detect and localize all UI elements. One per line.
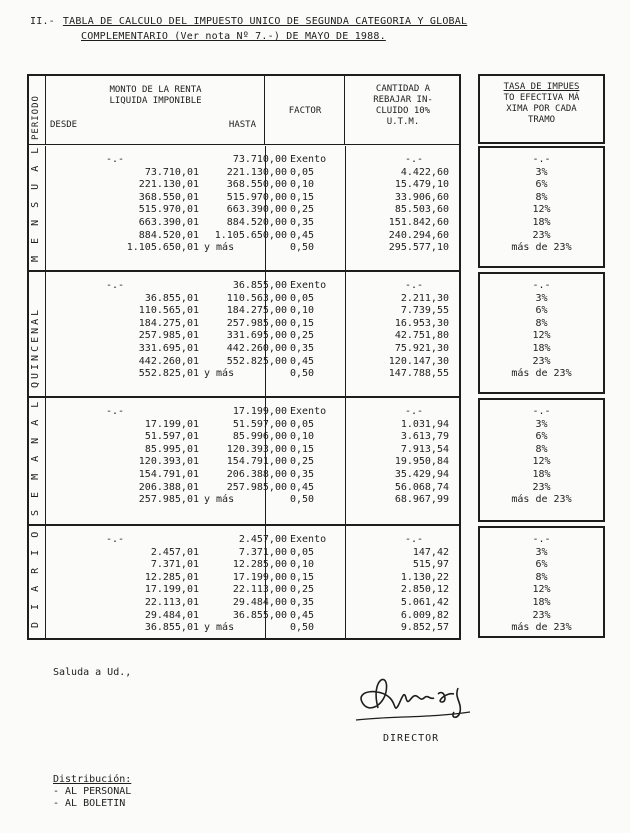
table-row (46, 293, 459, 305)
desde-cell: 51.597,01 (144, 431, 199, 443)
desde-cell: 1.105.650,01 (126, 242, 199, 254)
cantidad-cell: 3.613,79 (400, 431, 449, 443)
header-cantidad-line-4: U.T.M. (386, 117, 420, 127)
rate-cell: 3% (535, 546, 548, 558)
desde-cell: -.- (106, 534, 125, 545)
header-cantidad-line-3: CLUIDO 10% (375, 106, 431, 116)
table-row (46, 469, 459, 481)
hasta-cell: 120.393,00 (226, 443, 287, 455)
hasta-cell: 29.484,00 (232, 597, 287, 608)
hasta-cell: 12.285,00 (232, 559, 287, 571)
hasta-cell: 17.199,00 (232, 571, 287, 583)
desde-cell: 257.985,01 (138, 494, 199, 506)
desde-cell: 36.855,01 (144, 622, 199, 634)
hasta-cell: 257.985,00 (226, 481, 287, 493)
factor-cell: 0,50 (290, 368, 315, 380)
period-section (29, 272, 459, 398)
period-section (29, 398, 459, 526)
hasta-cell: y más (204, 368, 235, 380)
document-title (30, 14, 620, 44)
table-row (46, 179, 459, 191)
factor-cell: 0,25 (290, 584, 315, 596)
factor-cell: 0,15 (290, 191, 315, 203)
factor-cell: 0,15 (290, 443, 315, 455)
desde-cell: 206.388,01 (138, 481, 199, 493)
header-factor (265, 76, 345, 144)
rate-cell: 23% (532, 229, 551, 241)
period-label-cell (29, 146, 46, 272)
cantidad-cell: 1.130,22 (400, 571, 449, 583)
header-tasa-line-2: TO EFECTIVA MÁ (503, 93, 580, 103)
table-row (46, 559, 459, 571)
period-label-cell (29, 398, 46, 526)
desde-cell: -.- (106, 406, 125, 417)
distribution-title: Distribución: (53, 774, 132, 785)
factor-cell: 0,10 (290, 431, 315, 443)
desde-cell: 442.260,01 (138, 355, 199, 367)
desde-cell: 184.275,01 (138, 317, 199, 329)
table-row (46, 356, 459, 368)
cantidad-cell: -.- (404, 280, 423, 291)
hasta-cell: 17.199,00 (232, 406, 287, 417)
period-label-cell (29, 526, 46, 638)
factor-cell: 0,45 (290, 355, 315, 367)
table-row (46, 610, 459, 622)
factor-cell: 0,35 (290, 217, 315, 228)
cantidad-cell: 5.061,42 (400, 597, 449, 608)
header-monto (46, 76, 265, 144)
hasta-cell: 184.275,00 (226, 305, 287, 317)
header-factor-label: FACTOR (288, 106, 322, 116)
header-cantidad-line-2: REBAJAR IN- (373, 95, 433, 105)
rate-cell: más de 23% (511, 242, 572, 254)
cantidad-cell: 15.479,10 (394, 179, 449, 191)
section-number: II.- (30, 16, 55, 27)
desde-cell: 12.285,01 (144, 571, 199, 583)
cantidad-cell: 295.577,10 (388, 242, 449, 254)
cantidad-cell: 35.429,94 (394, 469, 449, 480)
rate-cell: 3% (535, 166, 548, 178)
table-row (46, 368, 459, 380)
desde-cell: 17.199,01 (144, 418, 199, 430)
factor-cell: 0,25 (290, 204, 315, 216)
factor-cell: 0,10 (290, 305, 315, 317)
cantidad-cell: 7.739,55 (400, 305, 449, 317)
hasta-cell: 442.260,00 (226, 343, 287, 354)
rate-cell: 8% (535, 443, 548, 455)
cantidad-cell: 515,97 (412, 559, 449, 571)
cantidad-cell: 7.913,54 (400, 443, 449, 455)
cantidad-cell: 42.751,80 (394, 330, 449, 342)
rate-cell: -.- (532, 280, 551, 291)
desde-cell: 368.550,01 (138, 191, 199, 203)
hasta-cell: y más (204, 242, 235, 254)
rate-cell: -.- (532, 534, 551, 545)
rate-cell: 18% (532, 469, 551, 480)
period-label-cell (29, 272, 46, 398)
factor-cell: 0,05 (290, 546, 315, 558)
desde-cell: 110.565,01 (138, 305, 199, 317)
hasta-cell: 1.105.650,00 (214, 229, 287, 241)
period-section (29, 146, 459, 272)
cantidad-cell: 75.921,30 (394, 343, 449, 354)
distribution-item: - AL BOLETIN (53, 798, 126, 809)
factor-cell: Exento (290, 154, 327, 165)
hasta-cell: 884.520,00 (226, 217, 287, 228)
table-row (46, 584, 459, 596)
rate-cell: 12% (532, 456, 551, 468)
cantidad-cell: 147.788,55 (388, 368, 449, 380)
rate-cell: 12% (532, 204, 551, 216)
table-row (46, 456, 459, 468)
hasta-cell: 206.388,00 (226, 469, 287, 480)
period-label: D I A R I O (30, 528, 41, 628)
cantidad-cell: 6.009,82 (400, 609, 449, 621)
table-row (46, 330, 459, 342)
hasta-cell: 73.710,00 (232, 154, 287, 165)
hasta-cell: 22.113,00 (232, 584, 287, 596)
hasta-cell: 515.970,00 (226, 191, 287, 203)
hasta-cell: 368.550,00 (226, 179, 287, 191)
director-title: DIRECTOR (383, 733, 440, 744)
tax-table (27, 74, 461, 640)
table-row (46, 431, 459, 443)
desde-cell: 22.113,01 (144, 597, 199, 608)
factor-cell: 0,15 (290, 571, 315, 583)
factor-cell: 0,50 (290, 622, 315, 634)
table-row (46, 167, 459, 179)
cantidad-cell: 2.850,12 (400, 584, 449, 596)
hasta-cell: 51.597,00 (232, 418, 287, 430)
desde-cell: -.- (106, 280, 125, 291)
cantidad-cell: 151.842,60 (388, 217, 449, 228)
table-row (46, 494, 459, 506)
hasta-cell: y más (204, 622, 235, 634)
table-row (46, 204, 459, 216)
distribution-list (53, 774, 131, 810)
desde-cell: 120.393,01 (138, 456, 199, 468)
hasta-cell: 154.791,00 (226, 456, 287, 468)
period-label: QUINCENAL (30, 306, 41, 388)
rate-cell: -.- (532, 154, 551, 165)
hasta-cell: 2.457,00 (238, 534, 287, 545)
rate-cell: 18% (532, 217, 551, 228)
desde-cell: 552.825,01 (138, 368, 199, 380)
table-row (46, 547, 459, 559)
cantidad-cell: -.- (404, 406, 423, 417)
factor-cell: 0,10 (290, 179, 315, 191)
cantidad-cell: 68.967,99 (394, 494, 449, 506)
hasta-cell: 257.985,00 (226, 317, 287, 329)
desde-cell: 221.130,01 (138, 179, 199, 191)
table-row (46, 305, 459, 317)
factor-cell: Exento (290, 406, 327, 417)
header-periodo (29, 76, 46, 144)
table-row (46, 406, 459, 418)
rate-cell: -.- (532, 406, 551, 417)
factor-cell: 0,05 (290, 418, 315, 430)
cantidad-cell: -.- (404, 534, 423, 545)
header-divider (29, 144, 459, 145)
cantidad-cell: 9.852,57 (400, 622, 449, 634)
desde-cell: 73.710,01 (144, 166, 199, 178)
table-row (46, 482, 459, 494)
rate-section (478, 272, 605, 394)
rate-cell: 18% (532, 597, 551, 608)
factor-cell: 0,35 (290, 343, 315, 354)
hasta-cell: 552.825,00 (226, 355, 287, 367)
director-signature (350, 668, 480, 730)
desde-cell: 257.985,01 (138, 330, 199, 342)
rate-cell: 6% (535, 559, 548, 571)
closing-salutation: Saluda a Ud., (53, 667, 132, 678)
hasta-cell: y más (204, 494, 235, 506)
factor-cell: 0,05 (290, 166, 315, 178)
desde-cell: 29.484,01 (144, 609, 199, 621)
desde-cell: 7.371,01 (150, 559, 199, 571)
rate-cell: 23% (532, 481, 551, 493)
hasta-cell: 85.996,00 (232, 431, 287, 443)
header-monto-line-1: MONTO DE LA RENTA (109, 85, 202, 95)
hasta-cell: 663.390,00 (226, 204, 287, 216)
rate-section (478, 146, 605, 268)
factor-cell: 0,25 (290, 330, 315, 342)
rate-cell: 3% (535, 292, 548, 304)
rate-section (478, 526, 605, 638)
header-tasa-line-3: XIMA POR CADA (506, 104, 577, 114)
cantidad-cell: 240.294,60 (388, 229, 449, 241)
cantidad-cell: 1.031,94 (400, 418, 449, 430)
desde-cell: 85.995,01 (144, 443, 199, 455)
factor-cell: 0,45 (290, 609, 315, 621)
cantidad-cell: 4.422,60 (400, 166, 449, 178)
factor-cell: Exento (290, 280, 327, 291)
desde-cell: 331.695,01 (138, 343, 199, 354)
rate-cell: 23% (532, 609, 551, 621)
factor-cell: 0,25 (290, 456, 315, 468)
rate-cell: 6% (535, 431, 548, 443)
rate-cell: 3% (535, 418, 548, 430)
hasta-cell: 110.563,00 (226, 292, 287, 304)
rate-cell: 6% (535, 179, 548, 191)
title-line-2: COMPLEMENTARIO (Ver nota Nº 7.-) DE MAYO DE 1988. (81, 31, 386, 42)
hasta-cell: 36.855,00 (232, 280, 287, 291)
factor-cell: 0,50 (290, 242, 315, 254)
table-row (46, 343, 459, 355)
table-row (46, 242, 459, 254)
header-monto-line-2: LIQUIDA IMPONIBLE (109, 96, 202, 106)
desde-cell: 884.520,01 (138, 229, 199, 241)
desde-cell: 2.457,01 (150, 546, 199, 558)
desde-cell: 515.970,01 (138, 204, 199, 216)
header-tasa (478, 74, 605, 144)
table-row (46, 280, 459, 292)
factor-cell: 0,35 (290, 597, 315, 608)
table-row (46, 444, 459, 456)
rate-cell: 6% (535, 305, 548, 317)
rate-cell: 8% (535, 191, 548, 203)
rate-section (478, 398, 605, 522)
cantidad-cell: 2.211,30 (400, 292, 449, 304)
table-row (46, 534, 459, 546)
desde-cell: 154.791,01 (138, 469, 199, 480)
cantidad-cell: 147,42 (412, 546, 449, 558)
header-cantidad-line-1: CANTIDAD A (375, 84, 431, 94)
table-row (46, 572, 459, 584)
desde-cell: 663.390,01 (138, 217, 199, 228)
rate-cell: 8% (535, 571, 548, 583)
factor-cell: Exento (290, 534, 327, 545)
header-desde: DESDE (50, 120, 78, 130)
header-periodo-label: PERIODO (31, 95, 41, 140)
cantidad-cell: 120.147,30 (388, 355, 449, 367)
cantidad-cell: 33.906,60 (394, 191, 449, 203)
factor-cell: 0,35 (290, 469, 315, 480)
factor-cell: 0,15 (290, 317, 315, 329)
factor-cell: 0,45 (290, 229, 315, 241)
cantidad-cell: 85.503,60 (394, 204, 449, 216)
factor-cell: 0,10 (290, 559, 315, 571)
table-row (46, 217, 459, 229)
rate-cell: 12% (532, 330, 551, 342)
rate-cell: 8% (535, 317, 548, 329)
cantidad-cell: 16.953,30 (394, 317, 449, 329)
cantidad-cell: -.- (404, 154, 423, 165)
hasta-cell: 221.130,00 (226, 166, 287, 178)
table-row (46, 419, 459, 431)
table-row (46, 154, 459, 166)
hasta-cell: 7.371,00 (238, 546, 287, 558)
title-line-1: TABLA DE CALCULO DEL IMPUESTO UNICO DE SEGUNDA CATEGORIA Y GLOBAL (62, 16, 468, 27)
table-row (46, 192, 459, 204)
desde-cell: -.- (106, 154, 125, 165)
table-row (46, 622, 459, 634)
desde-cell: 36.855,01 (144, 292, 199, 304)
factor-cell: 0,50 (290, 494, 315, 506)
factor-cell: 0,05 (290, 292, 315, 304)
table-row (46, 318, 459, 330)
period-label: S E M A N A L (30, 398, 41, 516)
table-row (46, 230, 459, 242)
header-hasta: HASTA (228, 120, 256, 130)
rate-cell: más de 23% (511, 494, 572, 506)
rate-cell: 23% (532, 355, 551, 367)
period-label: M E N S U A L (30, 144, 41, 262)
distribution-item: - AL PERSONAL (53, 786, 132, 797)
header-cantidad (345, 76, 459, 144)
rate-cell: 18% (532, 343, 551, 354)
rate-cell: más de 23% (511, 368, 572, 380)
period-section (29, 526, 459, 638)
factor-cell: 0,45 (290, 481, 315, 493)
header-tasa-line-4: TRAMO (527, 115, 556, 125)
rate-table (478, 74, 605, 640)
table-row (46, 597, 459, 609)
rate-cell: más de 23% (511, 622, 572, 634)
rate-cell: 12% (532, 584, 551, 596)
cantidad-cell: 19.950,84 (394, 456, 449, 468)
cantidad-cell: 56.068,74 (394, 481, 449, 493)
desde-cell: 17.199,01 (144, 584, 199, 596)
hasta-cell: 331.695,00 (226, 330, 287, 342)
hasta-cell: 36.855,00 (232, 609, 287, 621)
header-tasa-line-1: TASA DE IMPUES (503, 82, 580, 92)
